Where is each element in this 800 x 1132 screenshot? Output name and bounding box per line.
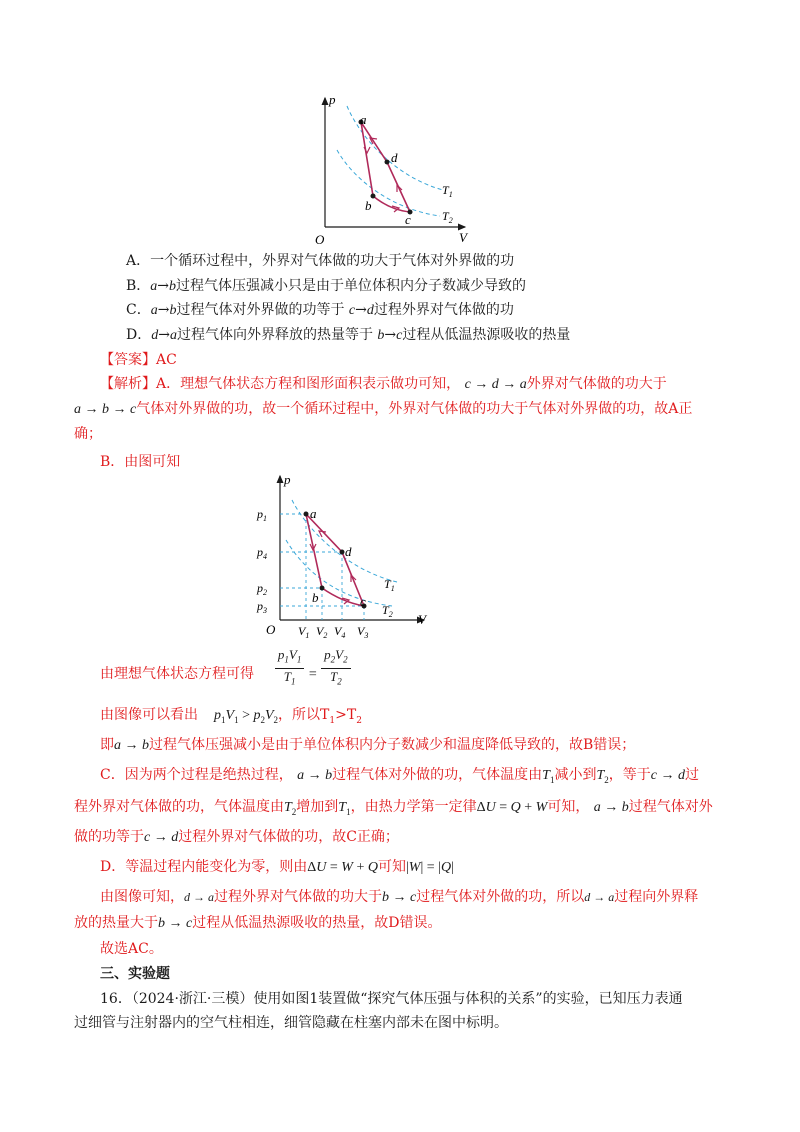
- section-title: 三、实验题: [100, 966, 170, 982]
- tick-v3: $V_3$: [357, 624, 369, 640]
- pv-diagram-2: [252, 470, 432, 642]
- tick-p2: $p_2$: [257, 581, 267, 597]
- origin-label-2: O: [266, 622, 276, 637]
- ideal-gas-eq-line: 由理想气体状态方程可得 $\frac{p_1V_1}{T_1}$ = $\frac{p_2V_2}{T_2}$: [100, 659, 351, 689]
- analysis-d-line2: 由图像可知，d → a过程外界对气体做的功大于b → c过程气体对外做的功，所以d → a过程向外界释: [100, 889, 699, 905]
- analysis-c-line1: C．因为两个过程是绝热过程， a → b过程气体对外做的功，气体温度由$T_1$减小到$T_2$，等于c → d过: [100, 767, 699, 785]
- option-a: A．一个循环过程中，外界对气体做的功大于气体对外界做的功: [126, 253, 515, 269]
- tick-v1: $V_1$: [298, 624, 310, 640]
- question-16-line2: 过细管与注射器内的空气柱相连，细管隐藏在柱塞内部未在图中标明。: [74, 1015, 508, 1031]
- isotherm-t1-2: $T_1$: [384, 577, 395, 593]
- point-a: a: [360, 112, 367, 127]
- analysis-b-line: B．由图可知: [100, 454, 181, 470]
- analysis-a-line3: 确；: [74, 426, 102, 442]
- tick-p1: $p_1$: [257, 507, 267, 523]
- analysis-b-conclusion: 即a → b过程气体压强减小是由于单位体积内分子数减少和温度降低导致的，故B错误；: [100, 737, 636, 753]
- analysis-d-line3: 放的热量大于b → c过程从低温热源吸收的热量，故D错误。: [74, 915, 442, 931]
- isotherm-t1: $T_1$: [442, 183, 453, 199]
- analysis-a-line2: a → b → c气体对外界做的功，故一个循环过程中，外界对气体做的功大于气体对外界做的功，故A正: [74, 401, 693, 417]
- origin-label: O: [315, 232, 325, 247]
- graph-observation-line: 由图像可以看出 $p_1V_1 > p_2V_2$，所以$T_1>T_2$: [100, 707, 362, 726]
- axis-v-label: V: [459, 230, 467, 245]
- point-a-2: a: [310, 506, 317, 521]
- isotherm-t2: $T_2$: [442, 209, 453, 225]
- analysis-c-line2: 程外界对气体做的功，气体温度由$T_2$增加到$T_1$，由热力学第一定律ΔU = Q + W可知， a → b过程气体对外: [74, 799, 713, 817]
- option-d: D．d→a过程气体向外界释放的热量等于 b→c过程从低温热源吸收的热量: [126, 327, 571, 343]
- analysis-c-line3: 做的功等于c → d过程外界对气体做的功，故C正确；: [74, 829, 399, 845]
- point-b: b: [365, 198, 372, 213]
- pv-diagram-1: [315, 92, 480, 247]
- point-c: c: [405, 212, 411, 227]
- question-16-line1: 16．（2024·浙江·三模）使用如图1装置做“探究气体压强与体积的关系”的实验，已知压力表通: [100, 991, 683, 1007]
- tick-p3: $p_3$: [257, 599, 267, 615]
- tick-p4: $p_4$: [257, 545, 267, 561]
- tick-v2: $V_2$: [316, 624, 328, 640]
- final-answer: 故选AC。: [100, 941, 163, 957]
- point-d-2: d: [345, 544, 352, 559]
- option-b: B．a→b过程气体压强减小只是由于单位体积内分子数减少导致的: [126, 278, 527, 294]
- point-d: d: [391, 150, 398, 165]
- axis-p-label: p: [329, 92, 336, 107]
- axis-v-label-2: V: [418, 612, 426, 627]
- tick-v4: $V_4$: [334, 624, 346, 640]
- point-b-2: b: [312, 590, 319, 605]
- analysis-a-line1: 【解析】A．理想气体状态方程和图形面积表示做功可知， c → d → a外界对气体做的功大于: [100, 376, 667, 392]
- axis-p-label-2: p: [284, 472, 291, 487]
- analysis-d-line1: D．等温过程内能变化为零，则由ΔU = W + Q可知|W| = |Q|: [100, 859, 454, 875]
- isotherm-t2-2: $T_2$: [382, 603, 393, 619]
- option-c: C．a→b过程气体对外界做的功等于 c→d过程外界对气体做的功: [126, 302, 514, 318]
- point-c-2: c: [360, 594, 366, 609]
- answer: 【答案】AC: [100, 352, 177, 368]
